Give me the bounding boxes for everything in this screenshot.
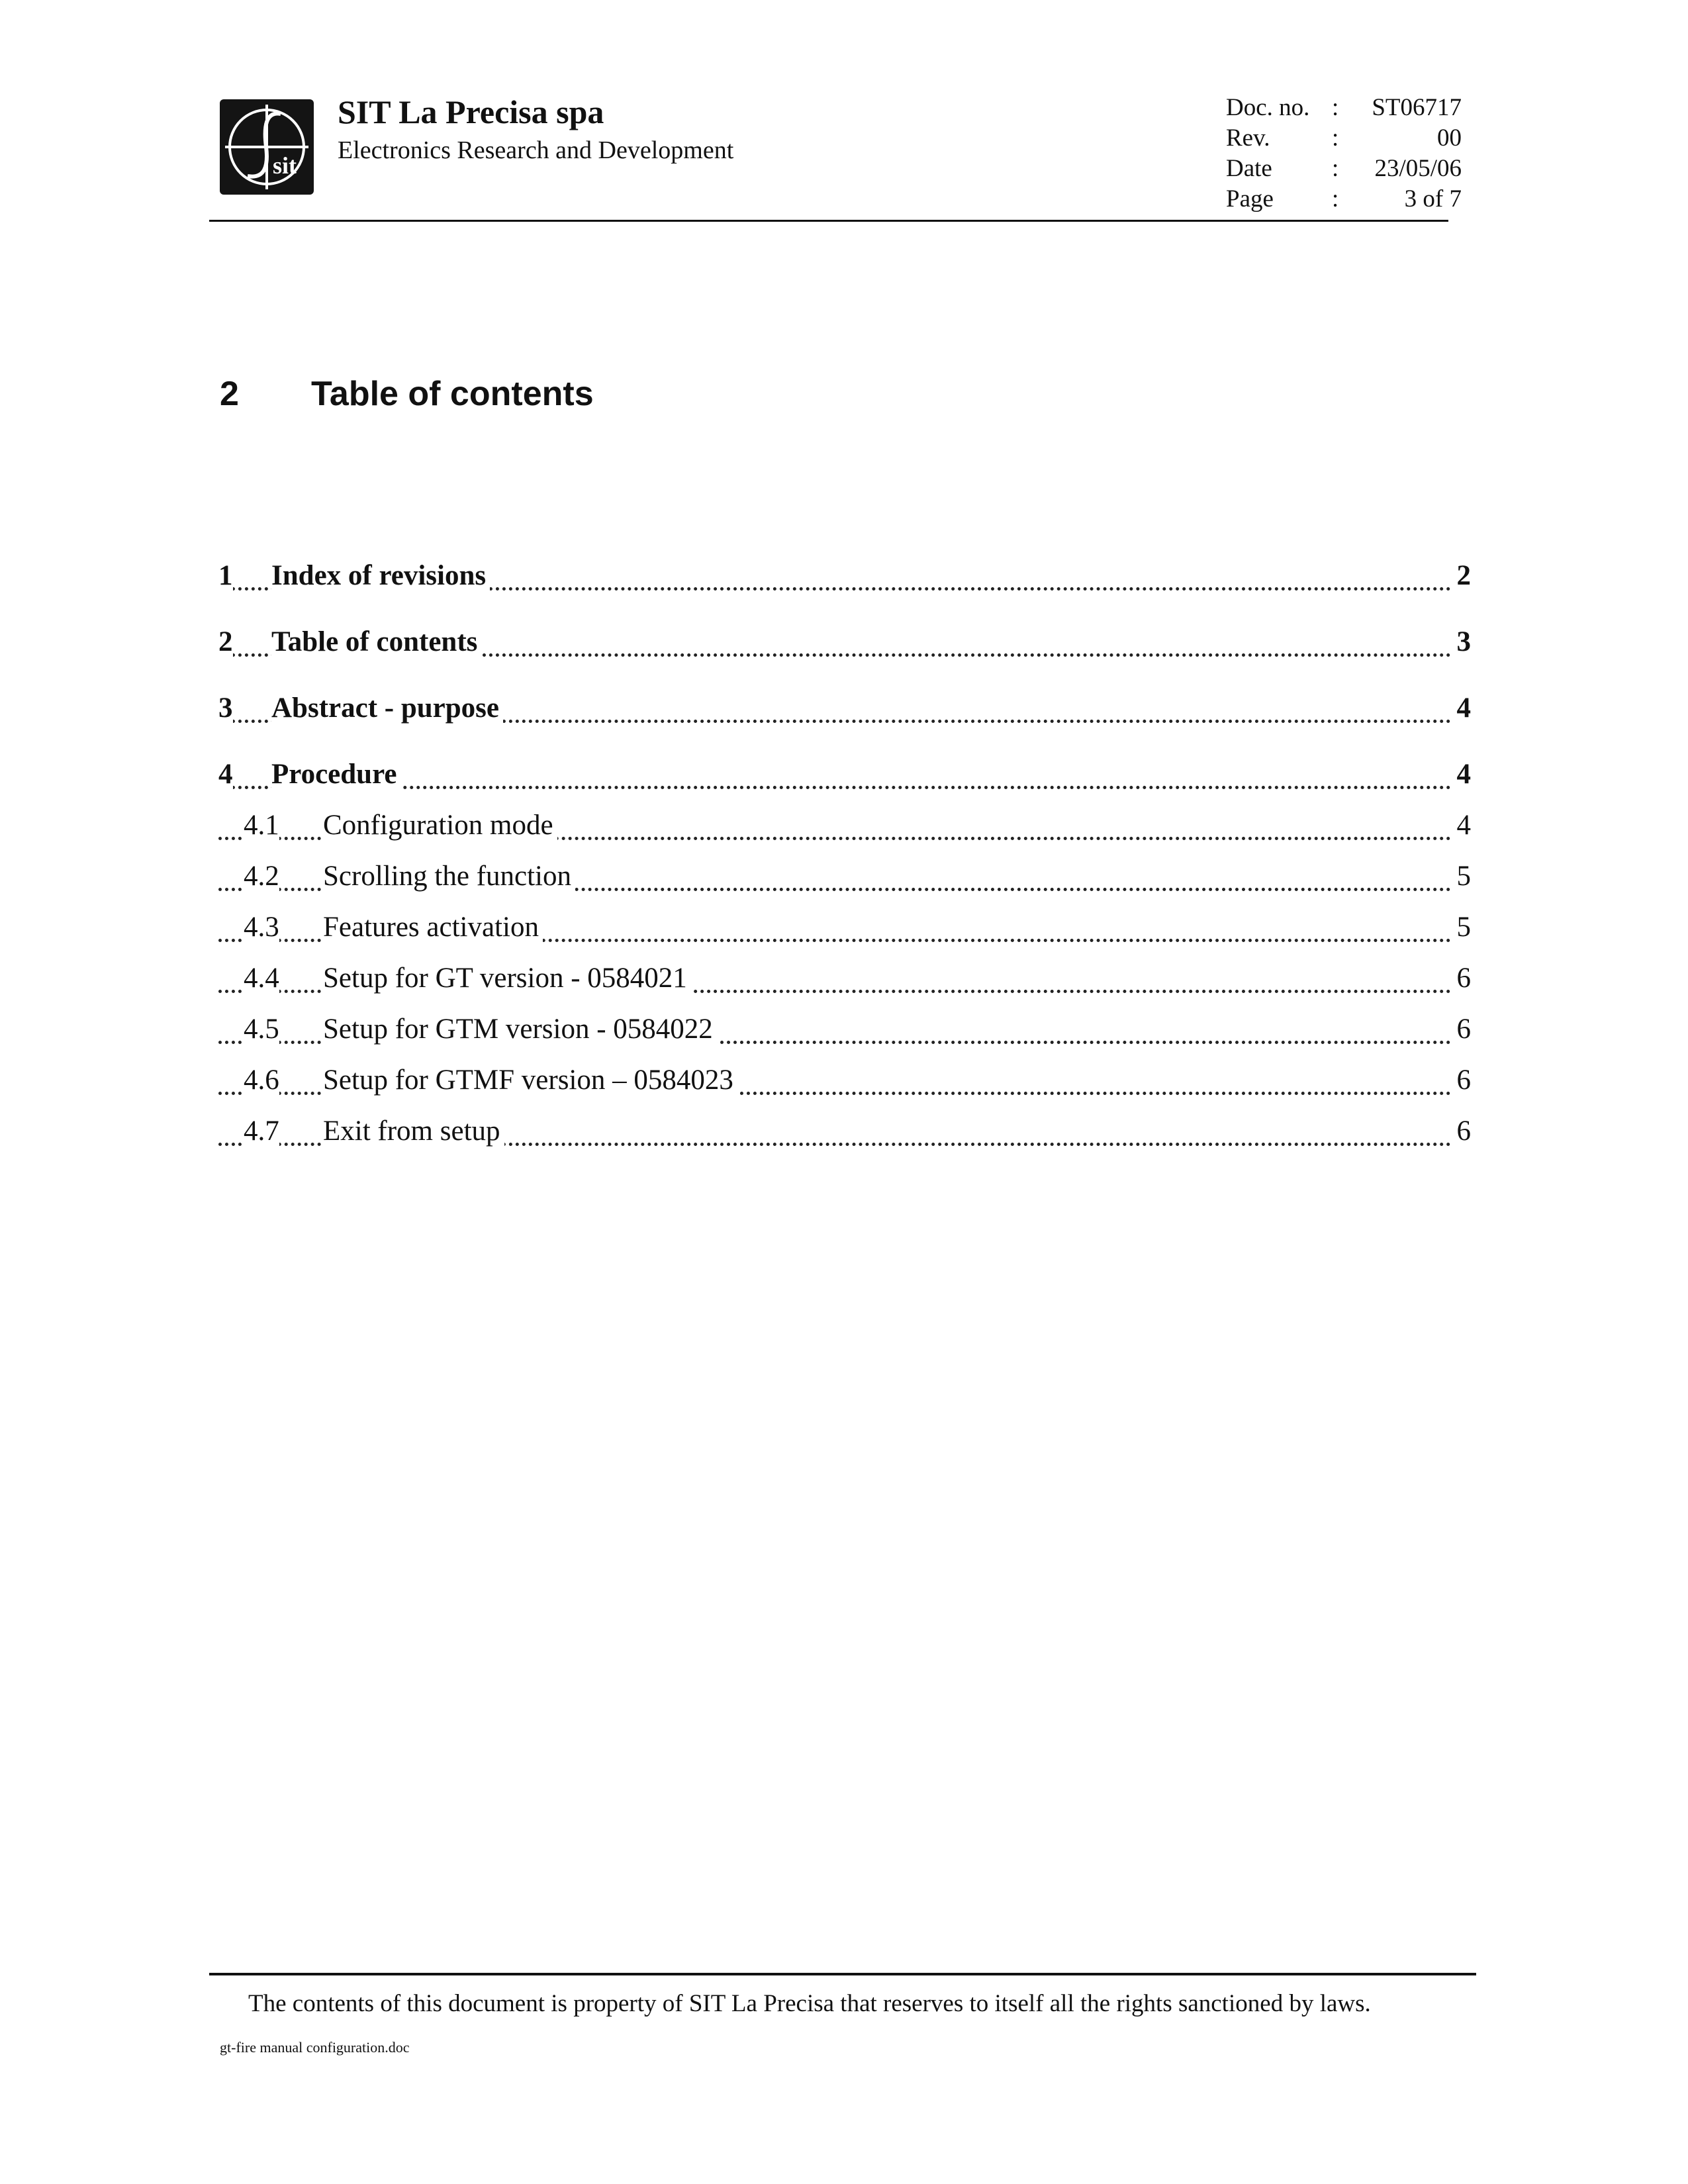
toc-title: Scrolling the function xyxy=(323,860,575,892)
toc-number: 4.7 xyxy=(244,1116,279,1147)
toc-number: 4.1 xyxy=(244,810,279,841)
toc-title: Configuration mode xyxy=(323,809,557,841)
toc-title: Abstract - purpose xyxy=(271,692,503,724)
toc-title: Procedure xyxy=(271,758,400,790)
doc-meta-labels xyxy=(1226,93,1309,214)
meta-value-docno: ST06717 xyxy=(1372,94,1462,121)
toc-title: Features activation xyxy=(323,911,543,943)
toc-page: 5 xyxy=(1453,911,1472,943)
toc-page: 6 xyxy=(1453,962,1472,994)
meta-sep-docno: : xyxy=(1332,94,1339,121)
meta-label-date: Date xyxy=(1226,155,1272,182)
meta-sep-date: : xyxy=(1332,155,1339,182)
toc-entry-4-5[interactable] xyxy=(218,1013,1471,1050)
company-name: SIT La Precisa spa xyxy=(338,93,604,130)
footer-notice: The contents of this document is property of SIT La Precisa that reserves to itself all the rights sanctioned by laws. xyxy=(248,1990,1371,2017)
toc-entry-4[interactable] xyxy=(218,758,1471,795)
toc-page: 6 xyxy=(1453,1013,1472,1045)
toc-page: 4 xyxy=(1453,692,1472,724)
toc-title: Table of contents xyxy=(271,626,481,658)
toc-entry-1[interactable] xyxy=(218,559,1471,596)
toc-title: Setup for GT version - 0584021 xyxy=(323,962,691,994)
meta-label-docno: Doc. no. xyxy=(1226,94,1310,121)
toc-number: 4.4 xyxy=(244,963,279,994)
toc-page: 6 xyxy=(1453,1115,1472,1147)
footer-divider xyxy=(209,1973,1476,1975)
toc-page: 6 xyxy=(1453,1064,1472,1096)
sit-logo-icon xyxy=(220,99,314,195)
sit-logo xyxy=(220,99,314,195)
toc-title: Setup for GTM version - 0584022 xyxy=(323,1013,717,1045)
meta-sep-page: : xyxy=(1332,185,1339,213)
toc-leader xyxy=(218,786,1471,789)
toc-page: 5 xyxy=(1453,860,1472,892)
toc-number: 4.2 xyxy=(244,861,279,892)
toc-page: 4 xyxy=(1453,809,1472,841)
department-name: Electronics Research and Development xyxy=(338,136,734,164)
toc-page: 2 xyxy=(1453,559,1472,592)
meta-value-rev: 00 xyxy=(1437,124,1462,152)
meta-value-date: 23/05/06 xyxy=(1374,155,1462,182)
toc-entry-2[interactable] xyxy=(218,626,1471,663)
toc-entry-4-7[interactable] xyxy=(218,1115,1471,1152)
header-divider xyxy=(209,220,1448,222)
toc-page: 4 xyxy=(1453,758,1472,790)
meta-label-rev: Rev. xyxy=(1226,124,1270,152)
footer-filename: gt-fire manual configuration.doc xyxy=(220,2039,410,2056)
toc-number: 3 xyxy=(218,692,233,724)
toc-entry-3[interactable] xyxy=(218,692,1471,729)
meta-value-page: 3 of 7 xyxy=(1404,185,1462,213)
doc-meta-values xyxy=(1362,93,1462,214)
toc-entry-4-1[interactable] xyxy=(218,809,1471,846)
toc-title: Index of revisions xyxy=(271,559,490,592)
toc-entry-4-3[interactable] xyxy=(218,911,1471,948)
meta-sep-rev: : xyxy=(1332,124,1339,152)
toc-number: 2 xyxy=(218,626,233,657)
toc-entry-4-6[interactable] xyxy=(218,1064,1471,1101)
toc-entry-4-2[interactable] xyxy=(218,860,1471,897)
toc-entry-4-4[interactable] xyxy=(218,962,1471,999)
section-number: 2 xyxy=(220,375,239,413)
meta-label-page: Page xyxy=(1226,185,1274,213)
section-title: Table of contents xyxy=(311,375,594,413)
toc-number: 1 xyxy=(218,560,233,591)
toc-number: 4 xyxy=(218,759,233,790)
logo-text: sit xyxy=(273,152,297,179)
toc-number: 4.3 xyxy=(244,912,279,943)
toc-number: 4.6 xyxy=(244,1065,279,1096)
toc-title: Exit from setup xyxy=(323,1115,504,1147)
toc-number: 4.5 xyxy=(244,1014,279,1045)
toc-title: Setup for GTMF version – 0584023 xyxy=(323,1064,737,1096)
doc-meta-separators xyxy=(1332,93,1338,214)
toc-page: 3 xyxy=(1453,626,1472,658)
